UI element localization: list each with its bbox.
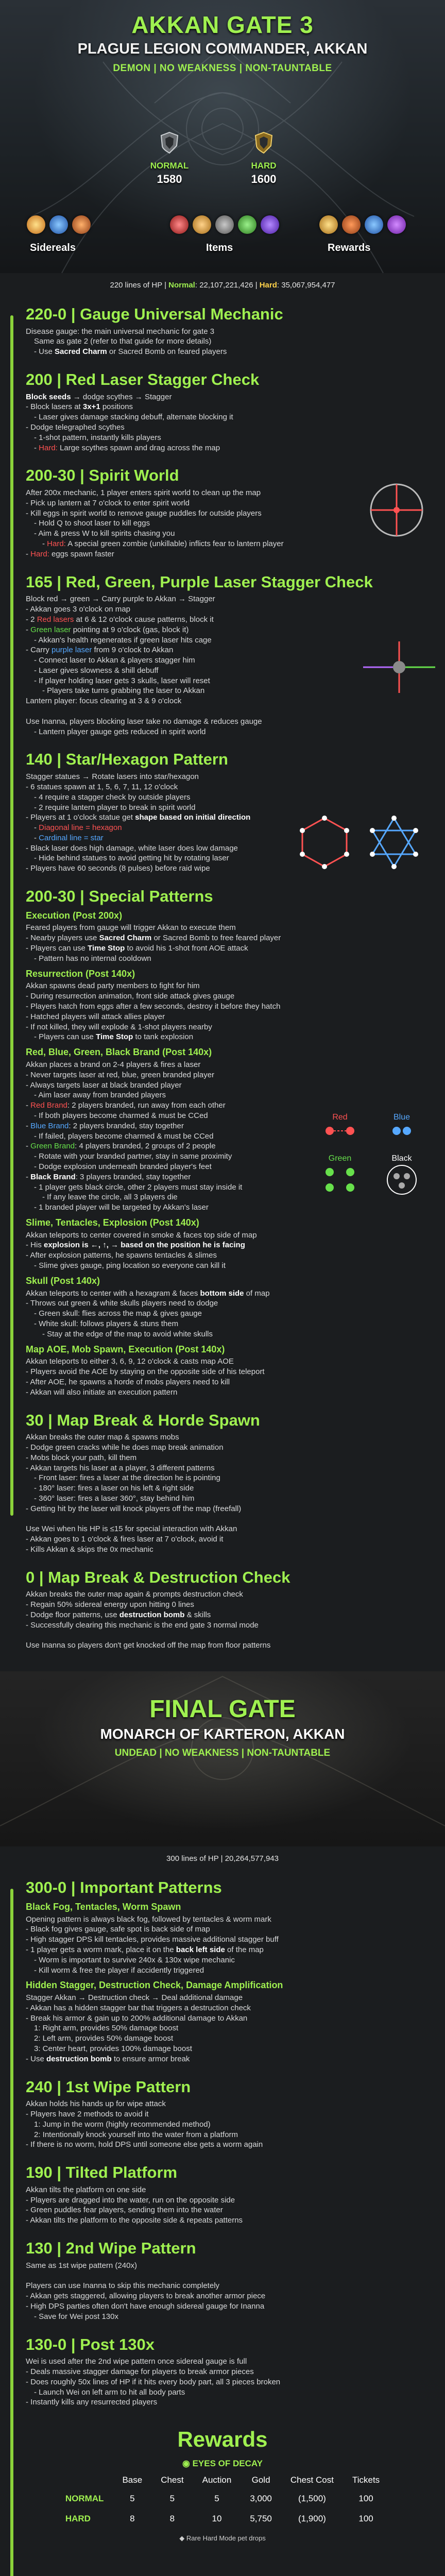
section-title: 30 | Map Break & Horde Spawn: [26, 1411, 260, 1429]
mechanic-line: - Akkan has a hidden stagger bar that triggers a destruction check: [26, 2003, 251, 2012]
mechanic-line: Akkan breaks the outer map & spawns mobs: [26, 1433, 179, 1442]
mechanic-line: - Laser gives slowness & shill debuff: [34, 666, 159, 675]
rewards-column-header: Chest: [161, 2475, 184, 2485]
mechanic-line: Stagger Akkan → Destruction check → Deal additional damage: [26, 1993, 243, 2003]
mechanic-line: - Players avoid the AOE by staying on the opposite side of his teleport: [26, 1367, 265, 1377]
item-icon: [193, 215, 211, 234]
subsection-title: Execution (Post 200x): [26, 910, 123, 921]
rewards-note-text: Rare Hard Mode pet drops: [186, 2534, 266, 2543]
mechanic-line: - Akkan targets his laser at a player, 3 different patterns: [26, 1463, 215, 1472]
mechanic-line: 3: Center heart, provides 100% damage boost: [34, 2044, 192, 2054]
mechanic-line: - High DPS parties often don't have enough sidereal gauge for Inanna: [26, 2301, 265, 2311]
hp-prefix: 220 lines of HP |: [110, 281, 169, 290]
subsection-title: Skull (Post 140x): [26, 1275, 100, 1286]
reward-icon: [365, 215, 383, 234]
hp-normal-value: : 22,107,221,426 |: [195, 281, 260, 290]
mechanic-line: - Getting hit by the laser will knock players off the map (freefall): [26, 1504, 242, 1513]
reward-icon: [342, 215, 361, 234]
hp-hard-label: Hard: [259, 281, 277, 290]
subsection-title: Red, Blue, Green, Black Brand (Post 140x): [26, 1047, 212, 1058]
mechanic-line: [26, 2271, 435, 2281]
section-title: 200 | Red Laser Stagger Check: [26, 370, 260, 389]
brand-diagram: [309, 1110, 433, 1208]
mechanic-line: - Kill worm & free the player if accidently triggered: [34, 1965, 204, 1975]
final-gate-title: FINAL GATE: [149, 1696, 296, 1723]
hp-normal-label: Normal: [168, 281, 195, 290]
mechanic-line: - Akkan's health regenerates if green laser hits cage: [34, 635, 212, 645]
star-hexagon-diagram: [296, 814, 425, 871]
mechanic-line: Feared players from gauge will trigger Akkan to execute them: [26, 923, 236, 933]
section-title: 220-0 | Gauge Universal Mechanic: [26, 305, 283, 323]
eyes-label-text: EYES OF DECAY: [192, 2458, 263, 2468]
mechanic-line: - If any leave the circle, all 3 players die: [42, 1193, 178, 1202]
mechanic-line: - Connect laser to Akkan & players stagger him: [34, 656, 195, 665]
mechanic-line: - Kills Akkan & skips the 0x mechanic: [26, 1545, 153, 1554]
mechanic-line: - If not killed, they will explode & 1-shot players nearby: [26, 1022, 212, 1031]
svg-text:Black: Black: [391, 1154, 412, 1163]
mechanic-line: - Black fog gives gauge, safe spot is back side of map: [26, 1925, 210, 1934]
mechanic-line: - If there is no worm, hold DPS until someone else gets a worm again: [26, 2140, 263, 2149]
mechanic-line: - Players at 1 o'clock statue get shape based on initial direction: [26, 813, 251, 822]
item-icon: [170, 215, 189, 234]
mechanic-line: - If failed, players become charmed & must be CCed: [34, 1131, 214, 1141]
mechanic-line: Akkan breaks the outer map again & prompts destruction check: [26, 1590, 243, 1599]
mechanic-line: Block seeds → dodge scythes → Stagger: [26, 392, 172, 401]
mechanic-line: - 6 statues spawn at 1, 5, 6, 7, 11, 12 o'clock: [26, 782, 178, 791]
mechanic-line: - White skull: follows players & stuns them: [34, 1319, 179, 1328]
mechanic-line: - Players take turns grabbing the laser to Akkan: [42, 686, 205, 696]
mechanic-section: [26, 2078, 435, 2150]
mechanic-line: - Pattern has no internal cooldown: [34, 954, 151, 963]
mechanic-line: - Akkan tilts the platform to the opposite side & repeats patterns: [26, 2216, 243, 2225]
mechanic-line: - Always targets laser at black branded player: [26, 1080, 182, 1090]
mechanic-line: Stagger statues → Rotate lasers into star/hexagon: [26, 772, 199, 782]
mechanic-line: - Pick up lantern at 7 o'clock to enter spirit world: [26, 498, 190, 507]
mechanic-line: Akkan teleports to center with a hexagram & faces bottom side of map: [26, 1289, 270, 1298]
rewards-cell: 5: [130, 2494, 135, 2504]
section-title: 165 | Red, Green, Purple Laser Stagger Check: [26, 572, 373, 591]
rewards-cell: 3,000: [250, 2494, 272, 2504]
final-boss-tags: UNDEAD | NO WEAKNESS | NON-TAUNTABLE: [114, 1748, 331, 1759]
mechanic-line: - Players are dragged into the water, run on the opposite side: [26, 2195, 235, 2205]
item-icon: [261, 215, 279, 234]
subsection-title: Resurrection (Post 140x): [26, 968, 135, 979]
subsection-title: Map AOE, Mob Spawn, Execution (Post 140x): [26, 1344, 225, 1354]
mechanic-line: 1: Right arm, provides 50% damage boost: [34, 2024, 179, 2033]
mechanic-line: Players can use Inanna to skip this mechanic completely: [26, 2281, 220, 2291]
mechanic-section: [26, 370, 435, 453]
rewards-cell: (1,500): [298, 2494, 326, 2504]
rewards-cell: (1,900): [298, 2513, 326, 2523]
mechanic-line: - Hard: A special green zombie (unkillable) inflicts fear to lantern player: [42, 539, 284, 549]
rewards-cell: 8: [169, 2513, 175, 2523]
mechanic-line: - Players can use Time Stop to avoid his 1-shot front AOE attack: [26, 944, 248, 953]
mechanic-line: - Nearby players use Sacred Charm or Sacred Bomb to free feared player: [26, 934, 281, 943]
hp-hard-value: : 35,067,954,477: [277, 281, 335, 290]
items-label: Items: [206, 242, 233, 253]
mechanic-line: Akkan places a brand on 2-4 players & fires a laser: [26, 1060, 201, 1069]
mechanic-line: - Red Brand: 2 players branded, run away from each other: [26, 1101, 226, 1110]
hp-summary: [0, 280, 445, 292]
mechanic-line: - Slime gives gauge, ping location so everyone can kill it: [34, 1261, 226, 1270]
laser-stagger-diagram: [361, 477, 433, 544]
mechanic-line: - Cardinal line = star: [34, 833, 104, 842]
mechanic-line: Block red → green → Carry purple to Akkan → Stagger: [26, 595, 215, 604]
mechanic-line: - Kill eggs in spirit world to remove gauge puddles for outside players: [26, 509, 262, 518]
rewards-cell: 100: [358, 2494, 373, 2504]
mechanic-line: - Instantly kills any resurrected players: [26, 2398, 158, 2407]
mechanic-line: - Akkan goes 3 o'clock on map: [26, 605, 130, 614]
mechanic-section: [26, 1568, 435, 1651]
sidereal-icon: [49, 215, 68, 234]
mechanic-line: - Players have 60 seconds (8 pulses) before raid wipe: [26, 864, 210, 873]
item-icon: [215, 215, 234, 234]
section-title: 200-30 | Spirit World: [26, 466, 179, 485]
rewards-note: [0, 2534, 445, 2543]
final-boss-name: MONARCH OF KARTERON, AKKAN: [100, 1726, 345, 1742]
mechanic-line: 2: Left arm, provides 50% damage boost: [34, 2034, 174, 2043]
section-title: 200-30 | Special Patterns: [26, 887, 213, 906]
rewards-cell: 5: [169, 2494, 175, 2504]
mechanic-line: - Akkan will also initiate an execution pattern: [26, 1387, 178, 1397]
rewards-column-header: Base: [122, 2475, 143, 2485]
difficulty-label: HARD: [65, 2513, 91, 2523]
shield-icon: [253, 131, 274, 154]
mechanic-line: 1: Jump in the worm (highly recommended method): [34, 2120, 211, 2129]
mechanic-line: - Akkan gets staggered, allowing players to break another armor piece: [26, 2292, 266, 2301]
mechanic-line: Opening pattern is always black fog, followed by tentacles & worm mark: [26, 1914, 271, 1924]
mechanic-line: - Regain 50% sidereal energy upon hitting 0 lines: [26, 1600, 194, 1609]
mechanic-line: - Use destruction bomb to ensure armor break: [26, 2054, 190, 2063]
mechanic-section: [26, 2335, 435, 2408]
eye-icon: ◉: [182, 2458, 193, 2468]
hero-banner: [0, 0, 445, 273]
svg-text:Green: Green: [328, 1154, 352, 1163]
mechanic-line: - High stagger DPS kill tentacles, provides massive additional stagger buff: [26, 1935, 279, 1944]
mechanic-line: - Never targets laser at red, blue, green branded player: [26, 1070, 215, 1079]
mechanic-line: - Save for Wei post 130x: [34, 2312, 118, 2321]
mechanic-line: Akkan teleports to center covered in smoke & faces top side of map: [26, 1230, 257, 1240]
mechanic-line: - Black laser does high damage, white laser does low damage: [26, 843, 238, 853]
mechanic-line: - Deals massive stagger damage for players to break armor pieces: [26, 2367, 254, 2376]
final-hp-summary: 300 lines of HP | 20,264,577,943: [166, 1854, 279, 1863]
svg-text:Blue: Blue: [393, 1113, 410, 1122]
gate-title: AKKAN GATE 3: [131, 11, 314, 38]
section-title: 300-0 | Important Patterns: [26, 1878, 222, 1897]
hard-label: HARD: [251, 160, 277, 171]
rewards-row: [56, 2509, 389, 2529]
pet-icon: ◆: [179, 2534, 186, 2543]
mechanic-line: Wei is used after the 2nd wipe pattern once sidereal gauge is full: [26, 2357, 247, 2366]
mechanic-line: - Throws out green & white skulls players need to dodge: [26, 1299, 218, 1308]
rewards-column-header: Tickets: [352, 2475, 380, 2485]
mechanic-line: Akkan tilts the platform on one side: [26, 2185, 146, 2194]
mechanic-line: [26, 1631, 435, 1641]
mechanic-line: - 2 Red lasers at 6 & 12 o'clock cause patterns, block it: [26, 615, 214, 624]
mechanic-line: Akkan spawns dead party members to fight for him: [26, 981, 200, 991]
section-title: 140 | Star/Hexagon Pattern: [26, 750, 228, 769]
mechanic-line: - Green laser pointing at 9 o'clock (gas, block it): [26, 625, 189, 634]
mechanic-line: - 4 require a stagger check by outside players: [34, 792, 191, 802]
mechanic-line: - Dodge telegraphed scythes: [26, 423, 125, 432]
rewards-column-header: Auction: [202, 2475, 232, 2485]
mechanic-line: - Hold Q to shoot laser to kill eggs: [34, 519, 150, 528]
sidereals-label: Sidereals: [30, 242, 76, 253]
rewards-section: [0, 2425, 445, 2543]
normal-ilvl: 1580: [157, 173, 182, 186]
rewards-column-header: Gold: [251, 2475, 270, 2485]
mechanic-line: - Does roughly 50x lines of HP if it hits every body part, all 3 pieces broken: [26, 2377, 281, 2386]
mechanic-line: [26, 706, 435, 717]
mechanic-line: - 360° laser: fires a laser 360°, stay behind him: [34, 1494, 195, 1503]
mechanic-line: - Hard: Large scythes spawn and drag across the map: [34, 443, 220, 452]
mechanic-line: - Hard: eggs spawn faster: [26, 549, 114, 558]
mechanic-line: - Block lasers at 3x+1 positions: [26, 402, 133, 412]
subsection-title: Slime, Tentacles, Explosion (Post 140x): [26, 1217, 199, 1228]
mechanic-line: - Use Sacred Charm or Sacred Bomb on feared players: [34, 347, 227, 357]
section-title: 130-0 | Post 130x: [26, 2335, 155, 2353]
mechanic-line: - 2 require lantern player to break in spirit world: [34, 803, 196, 812]
svg-text:Red: Red: [332, 1113, 348, 1122]
sidereal-icon: [27, 215, 45, 234]
mechanic-line: - Black Brand: 3 players branded, stay together: [26, 1172, 191, 1181]
mechanic-line: - 1 player gets black circle, other 2 players must stay inside it: [34, 1182, 243, 1192]
mechanic-line: Same as gate 2 (refer to that guide for more details): [34, 337, 212, 346]
mechanic-line: - Dodge floor patterns, use destruction bomb & skills: [26, 1610, 211, 1619]
mechanic-line: Disease gauge: the main universal mechanic for gate 3: [26, 327, 215, 336]
rewards-header-row: [56, 2471, 389, 2489]
rewards-cell: 100: [358, 2513, 373, 2523]
normal-item-level: [139, 131, 200, 187]
mechanic-line: - Break his armor & gain up to 200% additional damage to Akkan: [26, 2013, 248, 2023]
mechanic-line: - Green skull: flies across the map & gives gauge: [34, 1309, 202, 1318]
mechanic-line: - Blue Brand: 2 players branded, stay together: [26, 1121, 184, 1130]
subsection-title: Hidden Stagger, Destruction Check, Damage Amplification: [26, 1980, 283, 1991]
rewards-cell: 5,750: [250, 2513, 272, 2523]
mechanic-line: - If player holding laser gets 3 skulls, laser will reset: [34, 676, 210, 685]
mechanic-line: - Lantern player gauge gets reduced in spirit world: [34, 727, 206, 736]
rewards-title: Rewards: [177, 2427, 268, 2452]
section-title: 240 | 1st Wipe Pattern: [26, 2077, 191, 2096]
boss-tags: DEMON | NO WEAKNESS | NON-TAUNTABLE: [113, 63, 332, 74]
rewards-column-header: Chest Cost: [290, 2475, 334, 2485]
mechanic-line: After 200x mechanic, 1 player enters spirit world to clean up the map: [26, 488, 261, 498]
mechanic-line: - His explosion is ←, ↑, → based on the position he is facing: [26, 1241, 245, 1250]
mechanic-line: - Laser gives damage stacking debuff, alternate blocking it: [34, 413, 233, 422]
mechanic-section: [26, 2163, 435, 2226]
mechanic-line: - Players can use Time Stop to tank explosion: [34, 1032, 194, 1042]
mechanic-line: Same as 1st wipe pattern (240x): [26, 2261, 137, 2270]
eyes-of-decay-label: [0, 2458, 445, 2469]
mechanic-line: - Aim laser away from branded players: [34, 1091, 166, 1100]
section-accent-bar: [10, 315, 13, 1516]
hard-item-level: [233, 131, 295, 187]
rgp-laser-diagram: [363, 641, 435, 693]
mechanic-line: - 180° laser: fires a laser on his left & right side: [34, 1484, 194, 1493]
mechanic-section: [26, 1411, 435, 1555]
mechanic-line: Use Inanna, players blocking laser take no damage & reduces gauge: [26, 717, 262, 726]
mechanic-line: - Hatched players will attack allies player: [26, 1012, 165, 1021]
rewards-cell: 10: [212, 2513, 222, 2523]
mechanic-line: - 1-shot pattern, instantly kills players: [34, 433, 161, 442]
mechanic-section: [26, 2239, 435, 2321]
normal-label: NORMAL: [150, 160, 189, 171]
rewards-row: [56, 2489, 389, 2509]
reward-icon: [387, 215, 406, 234]
mechanic-line: - During resurrection animation, front side attack gives gauge: [26, 992, 235, 1001]
sidereal-icon: [72, 215, 91, 234]
mechanic-line: - Diagonal line = hexagon: [34, 823, 122, 833]
difficulty-label: NORMAL: [65, 2494, 104, 2504]
hard-ilvl: 1600: [251, 173, 277, 186]
mechanic-section: [26, 305, 435, 357]
mechanic-line: - Launch Wei on left arm to hit all body parts: [34, 2387, 185, 2397]
mechanic-line: - Akkan goes to 1 o'clock & fires laser at 7 o'clock, avoid it: [26, 1535, 224, 1544]
mechanic-line: - 1 branded player will be targeted by Akkan's laser: [34, 1203, 209, 1212]
rewards-column-header: [56, 2471, 113, 2489]
mechanic-line: - Players hatch from eggs after a few seconds, destroy it before they hatch: [26, 1002, 281, 1011]
mechanic-line: - Rotate with your branded partner, stay in same proximity: [34, 1152, 232, 1161]
shield-icon: [159, 131, 180, 154]
section-title: 0 | Map Break & Destruction Check: [26, 1568, 290, 1586]
mechanic-line: Use Inanna so players don't get knocked off the map from floor patterns: [26, 1641, 271, 1650]
mechanic-line: - Hide behind statues to avoid getting hit by rotating laser: [34, 854, 229, 863]
final-gate-mechanics: [0, 1878, 445, 2408]
mechanic-line: - Front laser: fires a laser at the direction he is pointing: [34, 1473, 220, 1483]
section-title: 190 | Tilted Platform: [26, 2163, 178, 2182]
mechanic-line: - Worm is important to survive 240x & 130x wipe mechanic: [34, 1955, 235, 1964]
mechanic-line: 2: Intentionally knock yourself into the water from a platform: [34, 2130, 238, 2139]
rewards-label: Rewards: [328, 242, 371, 253]
item-icon: [238, 215, 256, 234]
rewards-body: [56, 2489, 389, 2529]
mechanic-line: - Green Brand: 4 players branded, 2 groups of 2 people: [26, 1142, 216, 1151]
final-gate-banner: [0, 1671, 445, 1846]
mechanic-section: [26, 1878, 435, 2064]
mechanic-line: Lantern player: focus clearing at 3 & 9 o'clock: [26, 697, 182, 706]
subsection-title: Black Fog, Tentacles, Worm Spawn: [26, 1901, 181, 1912]
mechanic-line: - 1 player gets a worm mark, place it on the back left side of the map: [26, 1945, 264, 1954]
mechanic-line: - Players have 2 methods to avoid it: [26, 2110, 149, 2119]
mechanic-line: Use Wei when his HP is ≤15 for special interaction with Akkan: [26, 1524, 237, 1534]
mechanic-line: - Stay at the edge of the map to avoid white skulls: [42, 1329, 213, 1338]
mechanic-line: Akkan teleports to either 3, 6, 9, 12 o'clock & casts map AOE: [26, 1357, 234, 1366]
mechanic-line: Akkan holds his hands up for wipe attack: [26, 2099, 166, 2109]
mechanic-line: [26, 1514, 435, 1524]
section-title: 130 | 2nd Wipe Pattern: [26, 2239, 196, 2258]
mechanic-line: - Mobs block your path, kill them: [26, 1453, 137, 1462]
rewards-cell: 8: [130, 2513, 135, 2523]
mechanic-line: - Aim & press W to kill spirits chasing you: [34, 529, 175, 538]
rewards-cell: 5: [214, 2494, 219, 2504]
mechanic-line: - Carry purple laser from 9 o'clock to Akkan: [26, 646, 174, 655]
mechanic-line: - After AOE, he spawns a horde of mobs players need to kill: [26, 1377, 230, 1386]
mechanic-line: - Green puddles fear players, sending them into the water: [26, 2206, 223, 2215]
boss-name: PLAGUE LEGION COMMANDER, AKKAN: [77, 41, 368, 57]
rewards-table: [56, 2471, 389, 2529]
mechanic-line: - Dodge explosion underneath branded player's feet: [34, 1162, 212, 1171]
mechanic-line: - After explosion patterns, he spawns tentacles & slimes: [26, 1251, 217, 1260]
reward-icon: [319, 215, 338, 234]
mechanic-line: - If both players become charmed & must be CCed: [34, 1111, 208, 1120]
mechanic-line: - Successfully clearing this mechanic is the end gate 3 normal mode: [26, 1620, 259, 1630]
mechanic-line: - Dodge green cracks while he does map break animation: [26, 1443, 224, 1452]
